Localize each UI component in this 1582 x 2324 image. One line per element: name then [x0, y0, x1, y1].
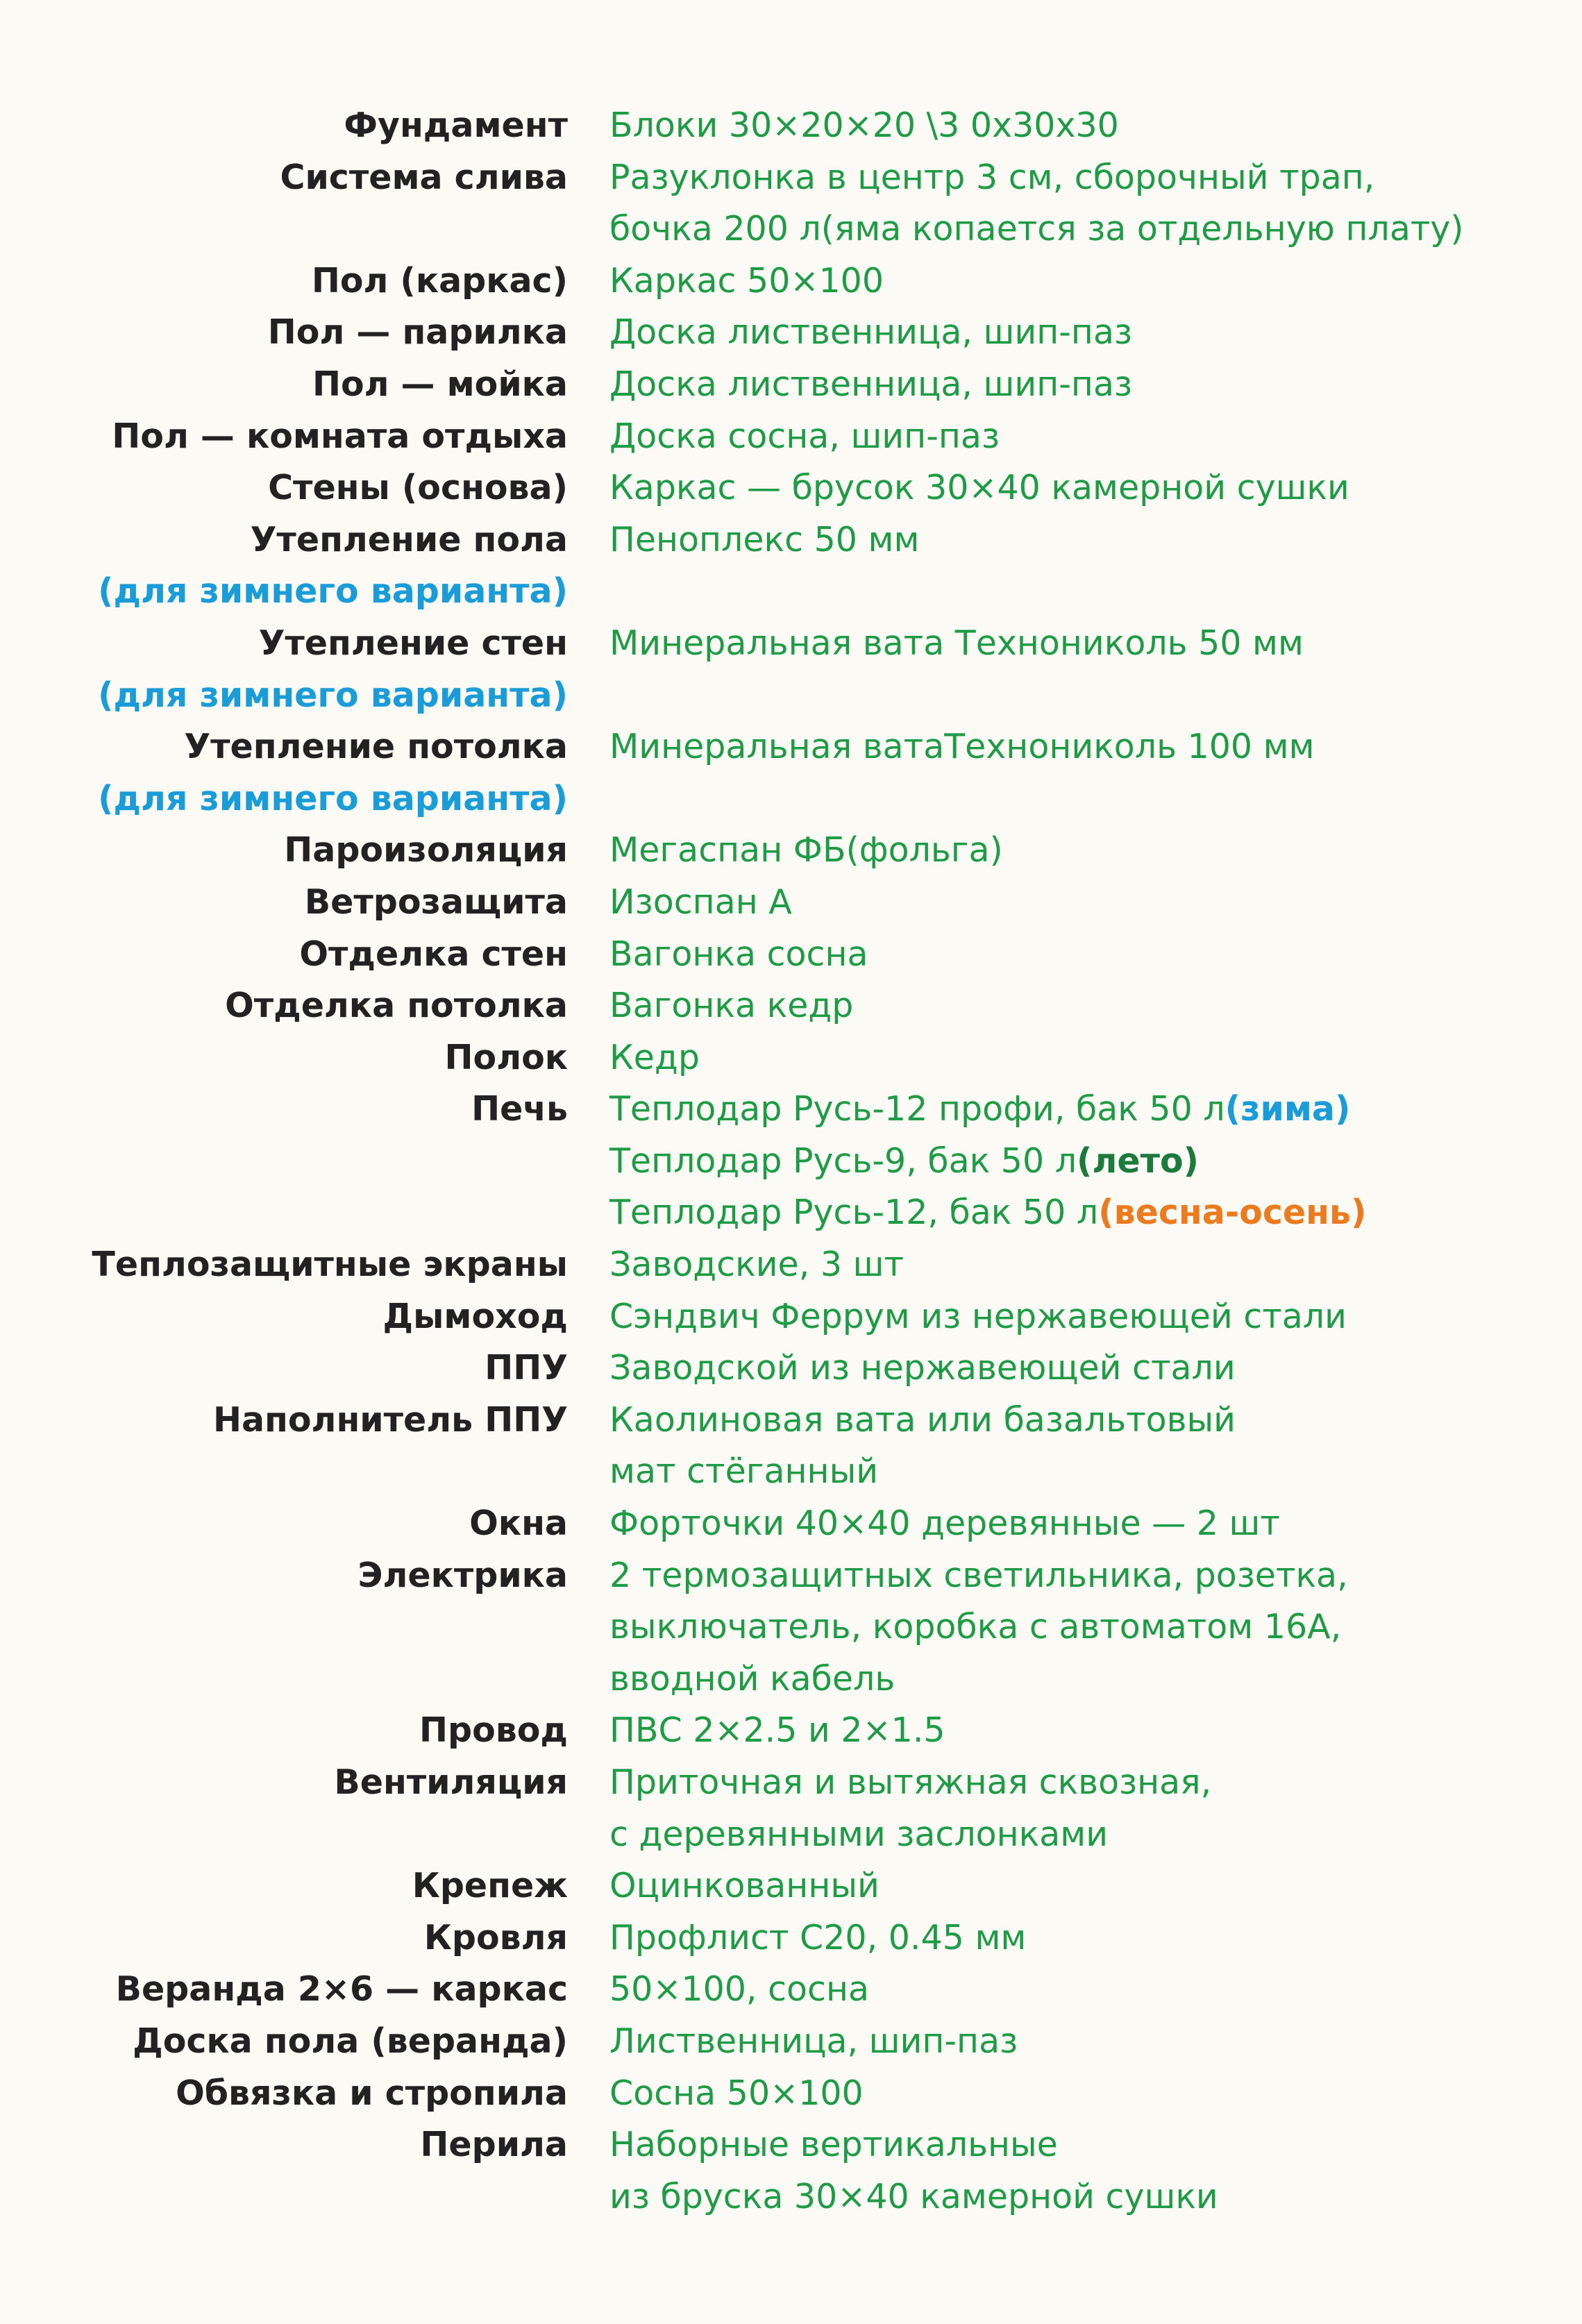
spec-row-vapor-barrier: [0, 825, 1582, 877]
spec-row-wind-barrier: [0, 877, 1582, 929]
spec-label: Пароизоляция: [284, 830, 568, 870]
spec-label: Ветрозащита: [304, 882, 568, 922]
spec-label: Утепление стен (для зимнего варианта): [0, 618, 568, 721]
spec-row-strapping-rafters: [0, 2068, 1582, 2120]
spec-value: Доска лиственница, шип-паз: [609, 312, 1133, 353]
spec-row-railings: [0, 2119, 1582, 2223]
spec-row-bench: [0, 1032, 1582, 1084]
spec-value: Заводской из нержавеющей стали: [609, 1348, 1236, 1388]
spec-label: Вентиляция: [334, 1762, 568, 1802]
spec-label: Фундамент: [344, 106, 568, 145]
spec-row-heat-shields: [0, 1239, 1582, 1291]
spec-row-floor-insulation: [0, 514, 1582, 618]
winter-note: (для зимнего варианта): [98, 571, 568, 612]
spec-row-wire: [0, 1705, 1582, 1757]
spec-value: Лиственница, шип-паз: [609, 2021, 1018, 2061]
spec-row-ceiling-finish: [0, 980, 1582, 1032]
winter-note: (для зимнего варианта): [98, 675, 568, 715]
spec-label: Отделка стен: [299, 934, 568, 974]
season-tag-winter: (зима): [1225, 1089, 1351, 1129]
spec-value: Профлист С20, 0.45 мм: [609, 1917, 1027, 1957]
spec-row-floor-rest-room: [0, 411, 1582, 463]
spec-label: Кровля: [423, 1917, 568, 1957]
spec-row-floor-frame: [0, 255, 1582, 308]
spec-value: Пеноплекс 50 мм: [609, 519, 920, 559]
winter-note: (для зимнего варианта): [98, 778, 568, 818]
spec-value: Минеральная ватаТехнониколь 100 мм: [609, 727, 1315, 767]
spec-row-foundation: [0, 100, 1582, 152]
spec-label: Веранда 2×6 — каркас: [115, 1969, 568, 2010]
spec-label: Дымоход: [382, 1296, 568, 1336]
spec-value: Изоспан А: [609, 882, 792, 922]
spec-value: Приточная и вытяжная сквозная, с деревянными заслонками: [609, 1762, 1212, 1854]
spec-value: Форточки 40×40 деревянные — 2 шт: [609, 1504, 1280, 1544]
spec-row-wall-finish: [0, 929, 1582, 981]
spec-row-veranda-floor: [0, 2016, 1582, 2068]
spec-row-fasteners: [0, 1860, 1582, 1912]
spec-row-wall-insulation: [0, 618, 1582, 721]
spec-row-veranda-frame: [0, 1964, 1582, 2016]
spec-row-ppu-filler: [0, 1395, 1582, 1498]
spec-row-floor-washroom: [0, 359, 1582, 411]
spec-label: Утепление потолка (для зимнего варианта): [0, 721, 568, 825]
spec-row-chimney: [0, 1291, 1582, 1343]
spec-row-floor-steam-room: [0, 307, 1582, 359]
spec-label: Обвязка и стропила: [176, 2073, 568, 2113]
spec-label: Теплозащитные экраны: [92, 1245, 568, 1285]
spec-label: Пол — мойка: [312, 364, 568, 404]
spec-label: Доска пола (веранда): [133, 2021, 568, 2061]
spec-value: Каолиновая вата или базальтовый мат стёганный: [609, 1399, 1236, 1492]
spec-value: 50×100, сосна: [609, 1969, 870, 2010]
spec-label: Крепеж: [412, 1866, 568, 1906]
spec-value: Кедр: [609, 1037, 700, 1077]
spec-value: 2 термозащитных светильника, розетка, выключатель, коробка с автоматом 16А, вводной кабель: [609, 1555, 1348, 1699]
spec-row-electrics: [0, 1550, 1582, 1706]
spec-label: ППУ: [485, 1348, 568, 1388]
spec-label: Отделка потолка: [225, 986, 568, 1026]
spec-label: Система слива: [280, 157, 568, 197]
spec-value: ПВС 2×2.5 и 2×1.5: [609, 1710, 945, 1751]
spec-label: Пол (каркас): [311, 260, 568, 301]
spec-label: Наполнитель ППУ: [212, 1399, 568, 1440]
spec-row-walls-base: [0, 462, 1582, 514]
spec-label: Пол — парилка: [267, 312, 568, 353]
spec-value: Теплодар Русь-12 профи, бак 50 л(зима) Теплодар Русь-9, бак 50 л(лето) Теплодар Русь-12, бак 50 л(весна-осень): [609, 1089, 1367, 1233]
spec-row-ppu: [0, 1342, 1582, 1395]
spec-table: [0, 100, 1582, 2223]
spec-label: Перила: [420, 2125, 568, 2165]
spec-label: Стены (основа): [268, 468, 568, 508]
spec-value: Блоки 30×20×20 \3 0х30х30: [609, 106, 1119, 145]
spec-row-ventilation: [0, 1757, 1582, 1860]
spec-value: Разуклонка в центр 3 см, сборочный трап, бочка 200 л(яма копается за отдельную плату): [609, 157, 1464, 249]
spec-label: Провод: [419, 1710, 568, 1751]
spec-value: Вагонка кедр: [609, 986, 854, 1026]
spec-value: Наборные вертикальные из бруска 30×40 камерной сушки: [609, 2125, 1218, 2216]
spec-label: Пол — комната отдыха: [112, 416, 568, 456]
spec-value: Заводские, 3 шт: [609, 1245, 904, 1285]
spec-value: Мегаспан ФБ(фольга): [609, 830, 1003, 870]
season-tag-spring-autumn: (весна-осень): [1098, 1193, 1367, 1233]
spec-row-stove: [0, 1084, 1582, 1239]
spec-value: Оцинкованный: [609, 1866, 880, 1906]
spec-value: Каркас 50×100: [609, 260, 884, 301]
spec-label: Окна: [469, 1504, 568, 1544]
spec-value: Каркас — брусок 30×40 камерной сушки: [609, 468, 1349, 508]
spec-label: Печь: [471, 1089, 568, 1129]
spec-value: Минеральная вата Технониколь 50 мм: [609, 623, 1304, 663]
spec-label: Утепление пола (для зимнего варианта): [0, 514, 568, 618]
spec-row-drain-system: [0, 152, 1582, 255]
spec-label: Полок: [444, 1037, 568, 1077]
spec-label: Электрика: [357, 1555, 568, 1595]
spec-value: Сосна 50×100: [609, 2073, 864, 2113]
spec-row-windows: [0, 1498, 1582, 1550]
spec-value: Сэндвич Феррум из нержавеющей стали: [609, 1296, 1347, 1336]
season-tag-summer: (лето): [1077, 1140, 1200, 1181]
spec-row-ceiling-insulation: [0, 721, 1582, 825]
spec-value: Доска сосна, шип-паз: [609, 416, 1000, 456]
spec-value: Доска лиственница, шип-паз: [609, 364, 1133, 404]
spec-value: Вагонка сосна: [609, 934, 868, 974]
spec-row-roof: [0, 1912, 1582, 1964]
